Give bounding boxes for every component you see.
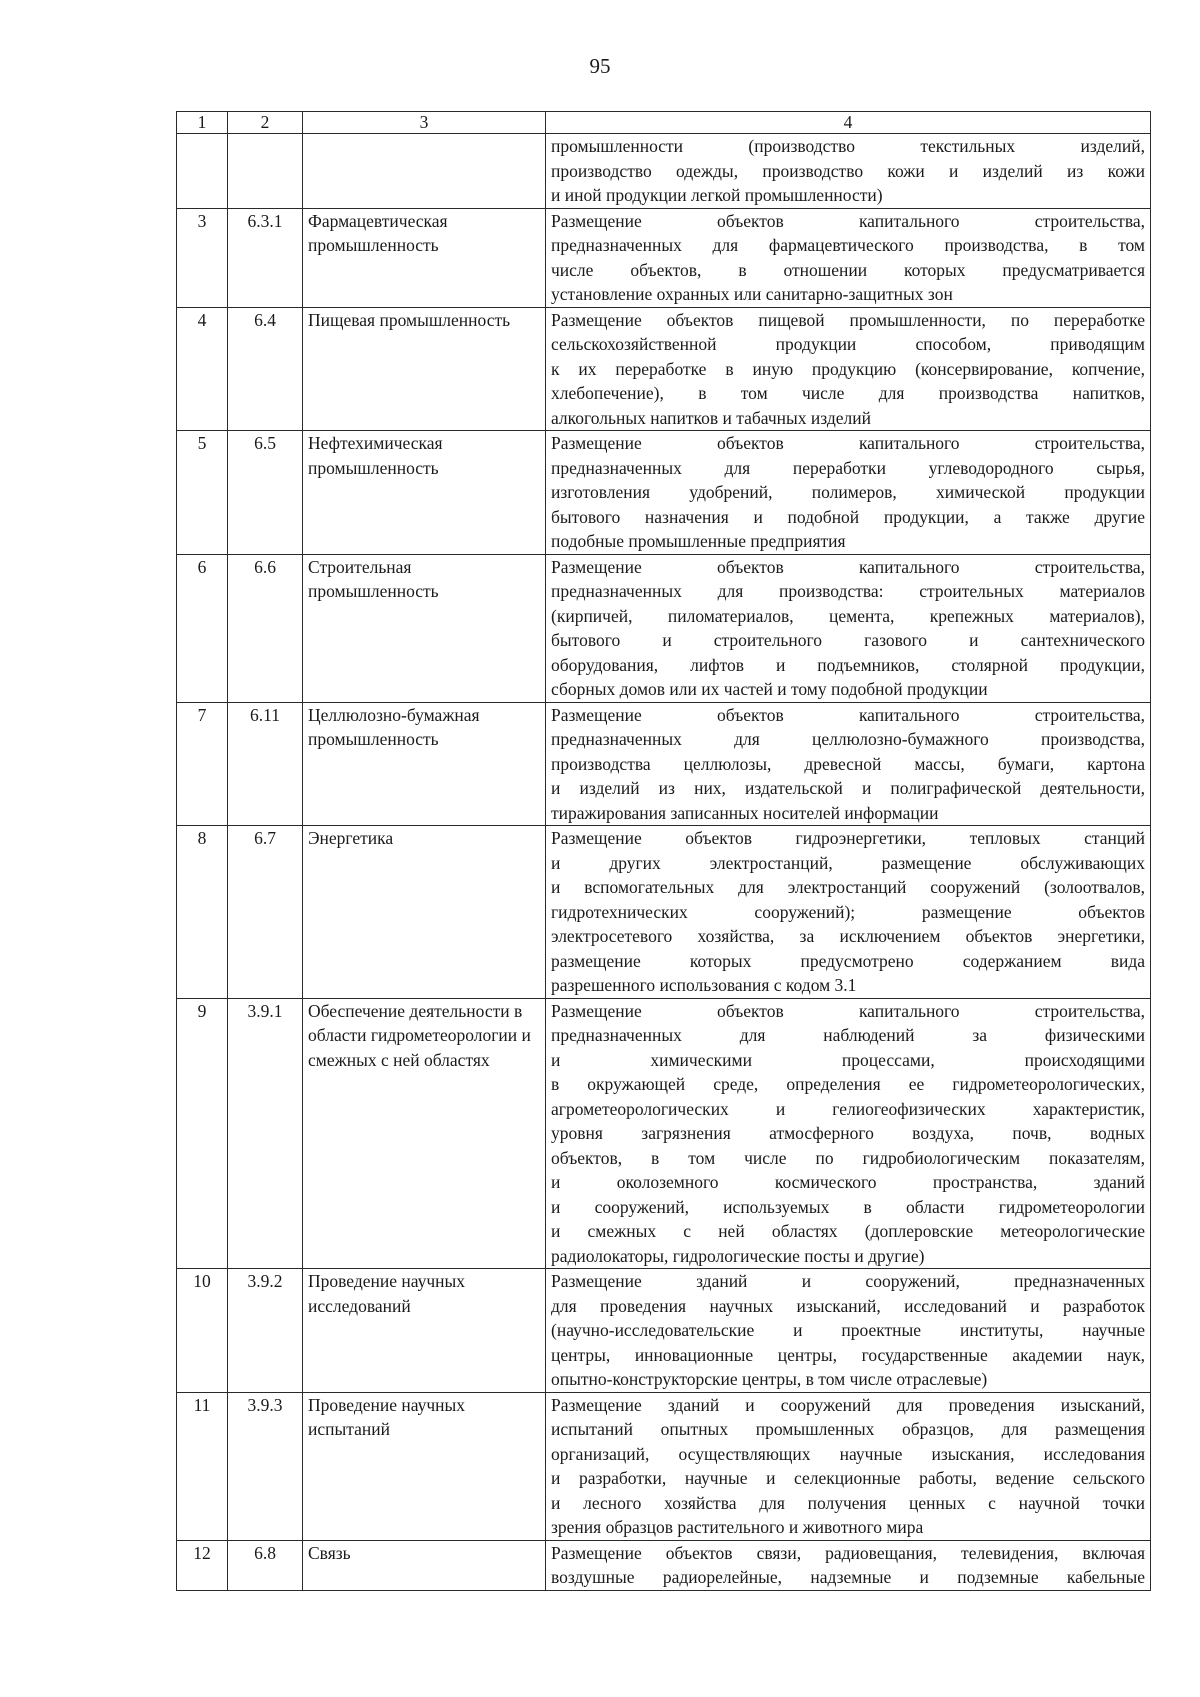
row-description-cell bbox=[546, 208, 1151, 307]
description-line: установление охранных или санитарно-защитных зон bbox=[551, 284, 953, 304]
row-name-cell: Целлюлозно-бумажная промышленность bbox=[303, 702, 546, 826]
description-line: промышленности (производство текстильных изделий, bbox=[551, 136, 1145, 156]
row-number-cell: 12 bbox=[177, 1540, 228, 1590]
description-line: центры, инновационные центры, государственные академии наук, bbox=[551, 1344, 1145, 1365]
row-name-cell: Проведение научных исследований bbox=[303, 1269, 546, 1393]
description-line: изготовления удобрений, полимеров, химической продукции bbox=[551, 482, 1145, 502]
row-description-cell bbox=[546, 1392, 1151, 1540]
header-cell-4: 4 bbox=[546, 112, 1151, 134]
table-row bbox=[177, 998, 1151, 1269]
description-line: Размещение объектов капитального строительства, bbox=[551, 433, 1145, 453]
row-description-cell bbox=[546, 307, 1151, 431]
table-row bbox=[177, 554, 1151, 702]
description-line: опытно-конструкторские центры, в том числе отраслевые) bbox=[551, 1369, 988, 1389]
row-number-cell: 11 bbox=[177, 1392, 228, 1540]
row-description-cell bbox=[546, 134, 1151, 209]
row-description-cell bbox=[546, 554, 1151, 702]
description-line: объектов, в том числе по гидробиологическим показателям, bbox=[551, 1147, 1145, 1168]
row-description-cell bbox=[546, 1540, 1151, 1590]
row-description-cell bbox=[546, 826, 1151, 999]
description-line: Размещение зданий и сооружений, предназначенных bbox=[551, 1271, 1145, 1291]
description-line: числе объектов, в отношении которых предусматривается bbox=[551, 259, 1145, 280]
description-line: алкогольных напитков и табачных изделий bbox=[551, 407, 872, 428]
description-line: предназначенных для переработки углеводородного сырья, bbox=[551, 457, 1145, 478]
header-cell-1: 1 bbox=[177, 112, 228, 134]
description-line: Размещение объектов капитального строительства, bbox=[551, 704, 1145, 725]
table-header-row bbox=[177, 112, 1151, 134]
description-line: оборудования, лифтов и подъемников, столярной продукции, bbox=[551, 654, 1145, 675]
row-number-cell: 9 bbox=[177, 998, 228, 1269]
row-number-cell: 10 bbox=[177, 1269, 228, 1393]
description-line: бытового и строительного газового и сантехнического bbox=[551, 630, 1145, 650]
description-line: (кирпичей, пиломатериалов, цемента, крепежных материалов), bbox=[551, 605, 1145, 626]
row-name-cell bbox=[303, 134, 546, 209]
row-code-cell: 6.11 bbox=[228, 702, 303, 826]
description-line: организаций, осуществляющих научные изыскания, исследования bbox=[551, 1443, 1145, 1464]
row-code-cell: 3.9.2 bbox=[228, 1269, 303, 1393]
description-line: Размещение объектов капитального строительства, bbox=[551, 1000, 1145, 1021]
table-row bbox=[177, 702, 1151, 826]
description-line: подобные промышленные предприятия bbox=[551, 531, 846, 551]
description-line: агрометеорологических и гелиогеофизических характеристик, bbox=[551, 1098, 1145, 1119]
description-line: в окружающей среде, определения ее гидрометеорологических, bbox=[551, 1074, 1145, 1094]
page-number: 95 bbox=[589, 54, 611, 78]
row-number-cell: 5 bbox=[177, 431, 228, 555]
row-number-cell: 8 bbox=[177, 826, 228, 999]
table-row bbox=[177, 431, 1151, 555]
description-line: предназначенных для производства: строительных материалов bbox=[551, 581, 1145, 601]
description-line: для проведения научных изысканий, исследований и разработок bbox=[551, 1295, 1145, 1316]
table-row bbox=[177, 208, 1151, 307]
table-row bbox=[177, 307, 1151, 431]
description-line: радиолокаторы, гидрологические посты и другие) bbox=[551, 1245, 925, 1266]
row-name-cell: Проведение научных испытаний bbox=[303, 1392, 546, 1540]
description-line: Размещение объектов пищевой промышленности, по переработке bbox=[551, 309, 1145, 330]
row-name-cell: Фармацевтическая промышленность bbox=[303, 208, 546, 307]
row-name-cell: Строительная промышленность bbox=[303, 554, 546, 702]
description-line: предназначенных для наблюдений за физическими bbox=[551, 1025, 1145, 1045]
row-code-cell bbox=[228, 134, 303, 209]
description-line: гидротехнических сооружений); размещение объектов bbox=[551, 901, 1145, 922]
row-name-cell: Связь bbox=[303, 1540, 546, 1590]
description-line: и других электростанций, размещение обслуживающих bbox=[551, 852, 1145, 873]
description-line: и химическими процессами, происходящими bbox=[551, 1049, 1145, 1070]
description-line: и разработки, научные и селекционные работы, ведение сельского bbox=[551, 1468, 1145, 1488]
row-number-cell: 4 bbox=[177, 307, 228, 431]
description-line: Размещение зданий и сооружений для проведения изысканий, bbox=[551, 1394, 1145, 1415]
row-name-cell: Обеспечение деятельности в области гидрометеорологии и смежных с ней областях bbox=[303, 998, 546, 1269]
table-row bbox=[177, 1269, 1151, 1393]
description-line: сборных домов или их частей и тому подобной продукции bbox=[551, 679, 988, 699]
description-line: хлебопечение), в том числе для производства напитков, bbox=[551, 383, 1145, 403]
description-line: и вспомогательных для электростанций сооружений (золоотвалов, bbox=[551, 877, 1145, 897]
description-line: и околоземного космического пространства, зданий bbox=[551, 1172, 1145, 1192]
table-row bbox=[177, 826, 1151, 999]
description-line: воздушные радиорелейные, надземные и подземные кабельные bbox=[551, 1567, 1145, 1587]
row-name-cell: Нефтехимическая промышленность bbox=[303, 431, 546, 555]
description-line: и лесного хозяйства для получения ценных с научной точки bbox=[551, 1492, 1145, 1513]
row-description-cell bbox=[546, 998, 1151, 1269]
row-number-cell bbox=[177, 134, 228, 209]
description-line: уровня загрязнения атмосферного воздуха, почв, водных bbox=[551, 1123, 1145, 1143]
header-cell-3: 3 bbox=[303, 112, 546, 134]
row-number-cell: 3 bbox=[177, 208, 228, 307]
description-line: и изделий из них, издательской и полиграфической деятельности, bbox=[551, 778, 1145, 798]
row-number-cell: 7 bbox=[177, 702, 228, 826]
description-line: Размещение объектов гидроэнергетики, тепловых станций bbox=[551, 828, 1145, 848]
row-description-cell bbox=[546, 431, 1151, 555]
description-line: сельскохозяйственной продукции способом, приводящим bbox=[551, 334, 1145, 354]
description-line: размещение которых предусмотрено содержанием вида bbox=[551, 950, 1145, 971]
description-line: разрешенного использования с кодом 3.1 bbox=[551, 975, 857, 995]
row-code-cell: 3.9.1 bbox=[228, 998, 303, 1269]
description-line: Размещение объектов связи, радиовещания, телевидения, включая bbox=[551, 1542, 1145, 1563]
description-line: предназначенных для целлюлозно-бумажного производства, bbox=[551, 729, 1145, 749]
table-body bbox=[177, 134, 1151, 1591]
description-line: (научно-исследовательские и проектные институты, научные bbox=[551, 1320, 1145, 1340]
description-line: бытового назначения и подобной продукции, а также другие bbox=[551, 506, 1145, 527]
description-line: Размещение объектов капитального строительства, bbox=[551, 210, 1145, 231]
description-line: и сооружений, используемых в области гидрометеорологии bbox=[551, 1196, 1145, 1217]
header-cell-2: 2 bbox=[228, 112, 303, 134]
description-line: производства целлюлозы, древесной массы, бумаги, картона bbox=[551, 753, 1145, 774]
table-row bbox=[177, 1392, 1151, 1540]
row-code-cell: 6.5 bbox=[228, 431, 303, 555]
description-line: испытаний опытных промышленных образцов, для размещения bbox=[551, 1419, 1145, 1439]
row-description-cell bbox=[546, 1269, 1151, 1393]
row-name-cell: Пищевая промышленность bbox=[303, 307, 546, 431]
row-name-cell: Энергетика bbox=[303, 826, 546, 999]
row-code-cell: 6.6 bbox=[228, 554, 303, 702]
description-line: Размещение объектов капитального строительства, bbox=[551, 556, 1145, 577]
description-line: тиражирования записанных носителей информации bbox=[551, 802, 939, 823]
row-code-cell: 3.9.3 bbox=[228, 1392, 303, 1540]
row-description-cell bbox=[546, 702, 1151, 826]
description-line: электросетевого хозяйства, за исключением объектов энергетики, bbox=[551, 926, 1145, 946]
row-code-cell: 6.7 bbox=[228, 826, 303, 999]
table-row bbox=[177, 1540, 1151, 1590]
description-line: к их переработке в иную продукцию (консервирование, копчение, bbox=[551, 358, 1145, 379]
row-code-cell: 6.8 bbox=[228, 1540, 303, 1590]
description-line: предназначенных для фармацевтического производства, в том bbox=[551, 235, 1145, 255]
description-line: и иной продукции легкой промышленности) bbox=[551, 185, 883, 205]
land-use-table bbox=[176, 111, 1151, 1591]
description-line: производство одежды, производство кожи и изделий из кожи bbox=[551, 160, 1145, 181]
row-code-cell: 6.3.1 bbox=[228, 208, 303, 307]
row-code-cell: 6.4 bbox=[228, 307, 303, 431]
row-number-cell: 6 bbox=[177, 554, 228, 702]
description-line: и смежных с ней областях (доплеровские метеорологические bbox=[551, 1221, 1145, 1241]
table-row bbox=[177, 134, 1151, 209]
description-line: зрения образцов растительного и животного мира bbox=[551, 1517, 924, 1537]
